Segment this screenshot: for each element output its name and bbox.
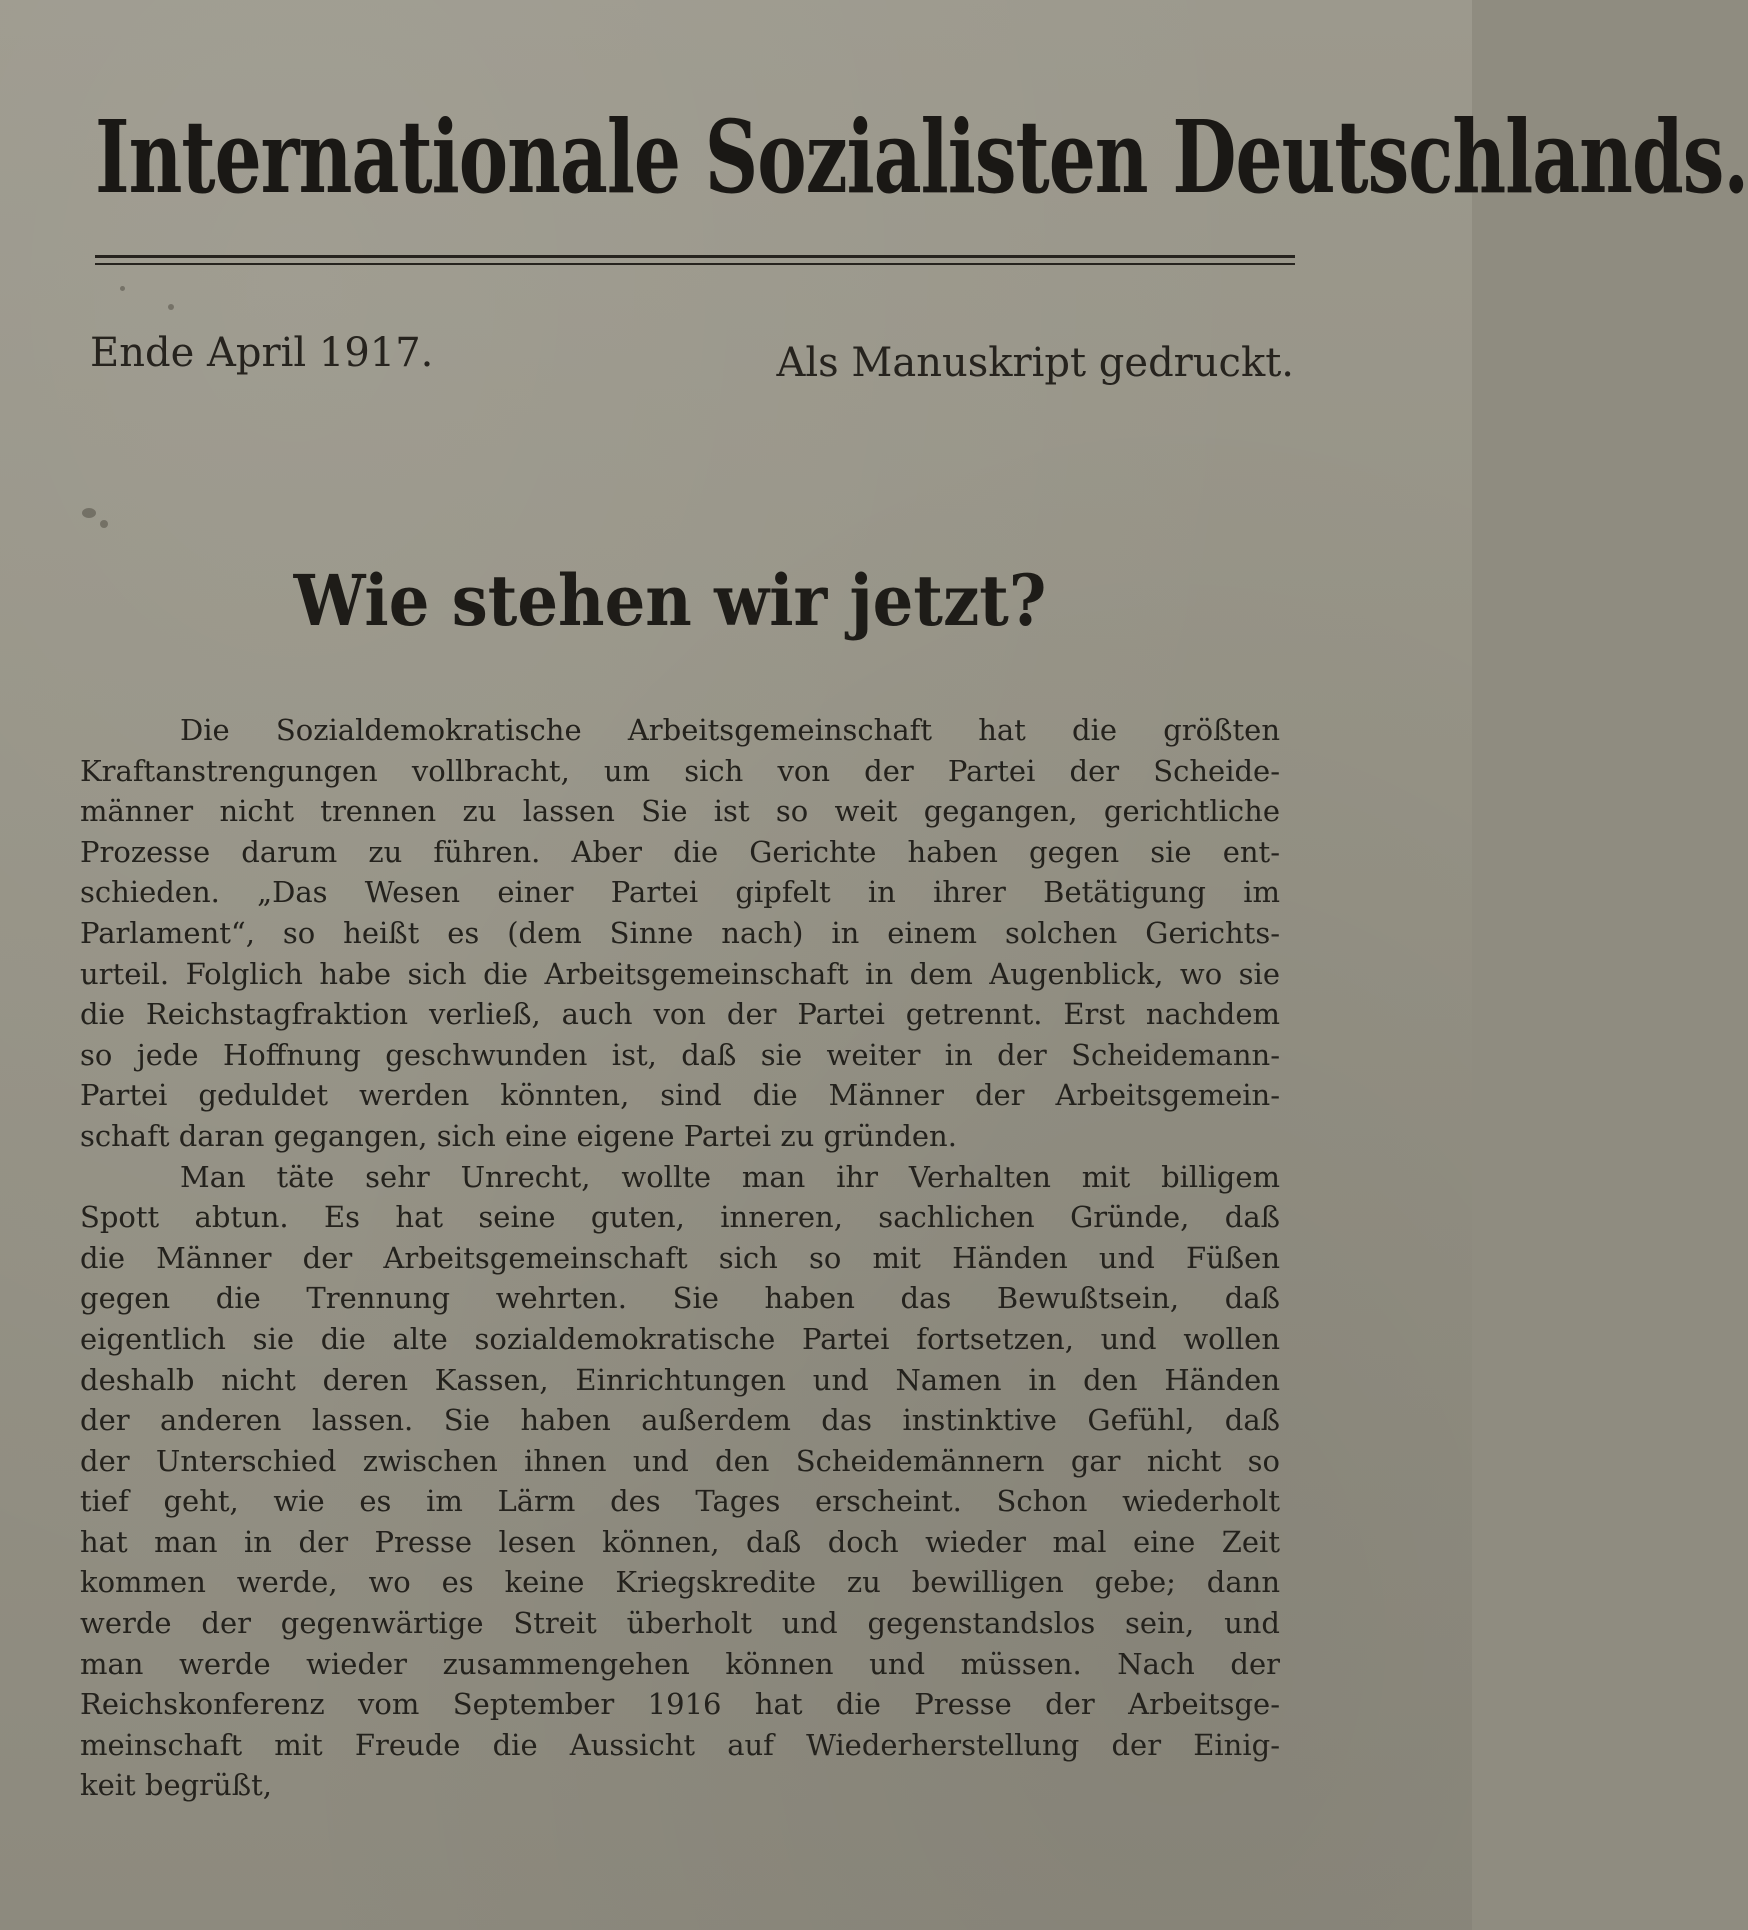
text-line: die Reichstagfraktion verließ, auch von der Partei getrennt. Erst nachdem: [80, 997, 1280, 1032]
paper-blemish: [120, 286, 125, 291]
text-line: man werde wieder zusammengehen können und müssen. Nach der: [80, 1646, 1280, 1681]
masthead-rule-top: [95, 255, 1295, 258]
text-line: Man täte sehr Unrecht, wollte man ihr Verhalten mit billigem: [180, 1159, 1280, 1194]
text-line: Parlament“, so heißt es (dem Sinne nach) in einem solchen Gerichts-: [80, 915, 1280, 950]
text-line: hat man in der Presse lesen können, daß doch wieder mal eine Zeit: [80, 1524, 1280, 1559]
text-line: so jede Hoffnung geschwunden ist, daß sie weiter in der Scheidemann-: [80, 1037, 1280, 1072]
paper-blemish: [82, 508, 96, 518]
text-line: der anderen lassen. Sie haben außerdem das instinktive Gefühl, daß: [80, 1403, 1280, 1438]
headline: Wie stehen wir jetzt?: [293, 560, 1047, 643]
text-line: schaft daran gegangen, sich eine eigene Partei zu gründen.: [80, 1118, 957, 1153]
article-body: [80, 710, 1280, 1806]
text-line: tief geht, wie es im Lärm des Tages erscheint. Schon wiederholt: [80, 1484, 1280, 1519]
text-line: Spott abtun. Es hat seine guten, inneren, sachlichen Gründe, daß: [80, 1200, 1280, 1235]
text-line: schieden. „Das Wesen einer Partei gipfelt in ihrer Betätigung im: [80, 875, 1280, 910]
masthead-rule-bottom: [95, 263, 1295, 265]
text-line: urteil. Folglich habe sich die Arbeitsgemeinschaft in dem Augenblick, wo sie: [80, 956, 1280, 991]
text-line: deshalb nicht deren Kassen, Einrichtungen und Namen in den Händen: [80, 1362, 1280, 1397]
text-line: werde der gegenwärtige Streit überholt und gegenstandslos sein, und: [80, 1606, 1280, 1641]
text-line: eigentlich sie die alte sozialdemokratische Partei fortsetzen, und wollen: [80, 1321, 1280, 1356]
text-line: meinschaft mit Freude die Aussicht auf Wiederherstellung der Einig-: [80, 1727, 1280, 1762]
text-line: die Männer der Arbeitsgemeinschaft sich so mit Händen und Füßen: [80, 1240, 1280, 1275]
text-line: Die Sozialdemokratische Arbeitsgemeinschaft hat die größten: [180, 713, 1280, 747]
paragraph-1: [80, 710, 1280, 1157]
text-line: gegen die Trennung wehrten. Sie haben das Bewußtsein, daß: [80, 1281, 1280, 1316]
text-line: Partei geduldet werden könnten, sind die Männer der Arbeitsgemein-: [80, 1078, 1280, 1113]
text-line: männer nicht trennen zu lassen Sie ist so weit gegangen, gerichtliche: [80, 794, 1280, 829]
text-line: kommen werde, wo es keine Kriegskredite zu bewilligen gebe; dann: [80, 1565, 1280, 1600]
text-line: Kraftanstrengungen vollbracht, um sich von der Partei der Scheide-: [80, 753, 1280, 788]
text-line: der Unterschied zwischen ihnen und den Scheidemännern gar nicht so: [80, 1443, 1280, 1478]
masthead-title: Internationale Sozialisten Deutschlands.: [95, 100, 1748, 217]
paper-blemish: [100, 520, 108, 528]
text-line: Reichskonferenz vom September 1916 hat die Presse der Arbeitsge-: [80, 1687, 1280, 1722]
text-line: Prozesse darum zu führen. Aber die Gerichte haben gegen sie ent-: [80, 834, 1280, 869]
paper-blemish: [168, 304, 174, 310]
paragraph-2: [80, 1157, 1280, 1807]
dateline: Ende April 1917.: [90, 330, 434, 376]
imprint-note: Als Manuskript gedruckt.: [776, 340, 1294, 386]
text-line: keit begrüßt,: [80, 1768, 272, 1803]
